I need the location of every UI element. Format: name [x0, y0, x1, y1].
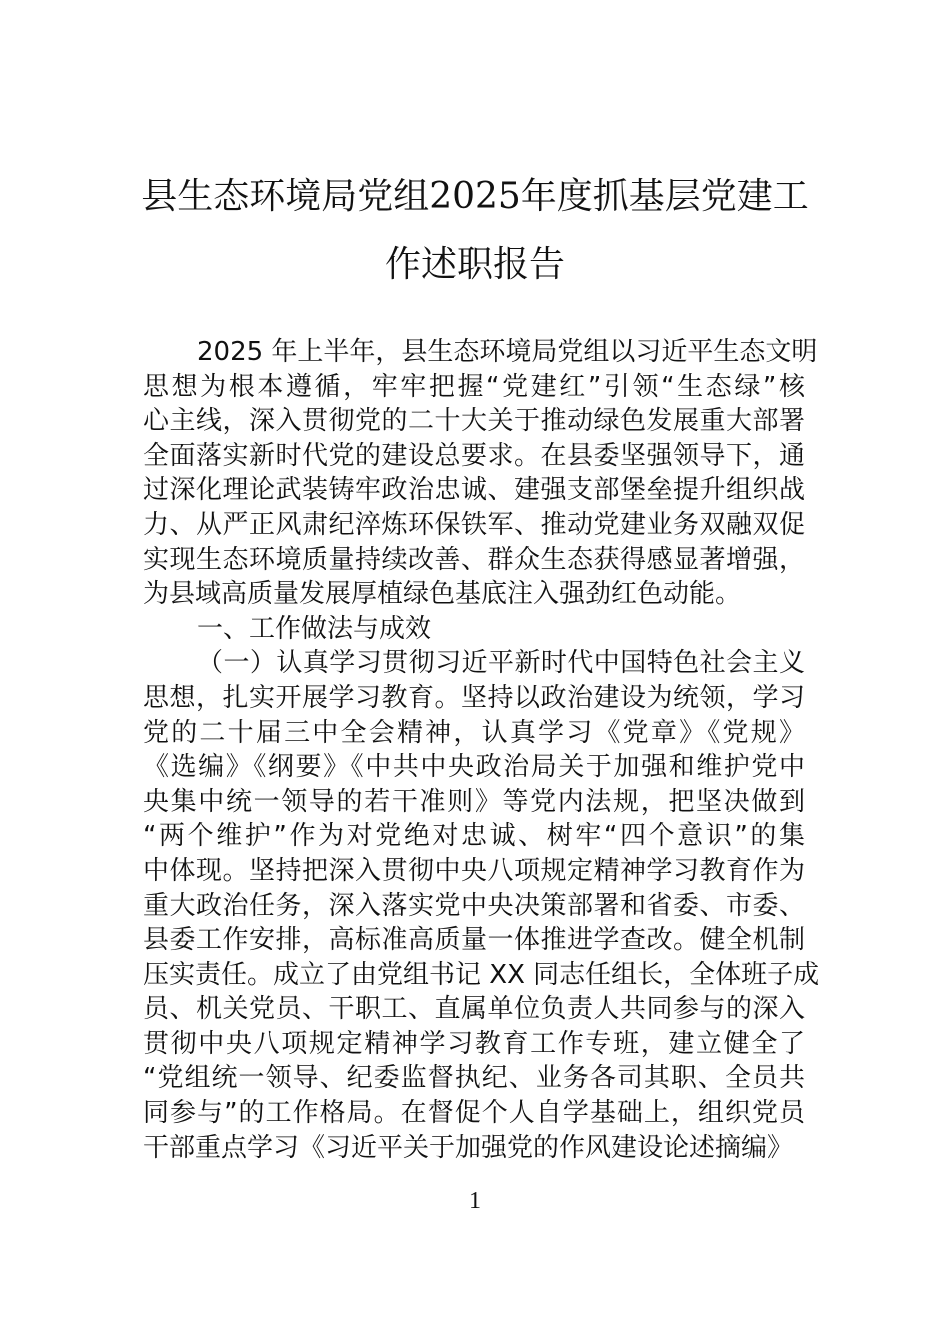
paragraph-line: 中体现。坚持把深入贯彻中央八项规定精神学习教育作为 — [143, 855, 805, 886]
paragraph-line: 《选编》《纲要》《中共中央政治局关于加强和维护党中 — [143, 752, 805, 783]
paragraph-line: （一）认真学习贯彻习近平新时代中国特色社会主义 — [197, 648, 805, 679]
section-heading: 一、工作做法与成效 — [197, 613, 432, 644]
paragraph-line: 为县域高质量发展厚植绿色基底注入强劲红色动能。 — [143, 579, 742, 610]
paragraph-line: 县委工作安排，高标准高质量一体推进学查改。健全机制 — [143, 925, 805, 956]
document-title-line-2: 作述职报告 — [384, 244, 565, 285]
paragraph-line: 思想为根本遵循，牢牢把握“党建红”引领“生态绿”核 — [143, 371, 805, 402]
paragraph-line: 力、从严正风肃纪淬炼环保铁军、推动党建业务双融双促 — [143, 509, 805, 540]
paragraph-line: “党组统一领导、纪委监督执纪、业务各司其职、全员共 — [143, 1063, 805, 1094]
paragraph-line: 思想，扎实开展学习教育。坚持以政治建设为统领，学习 — [143, 682, 805, 713]
paragraph-line: 过深化理论武装铸牢政治忠诚、建强支部堡垒提升组织战 — [143, 475, 805, 506]
paragraph-line: 心主线，深入贯彻党的二十大关于推动绿色发展重大部署 — [143, 406, 805, 437]
paragraph-line: 全面落实新时代党的建设总要求。在县委坚强领导下，通 — [143, 440, 805, 471]
paragraph-line: 党的二十届三中全会精神，认真学习《党章》《党规》 — [143, 717, 805, 748]
document-body — [143, 335, 820, 1165]
paragraph-line: 压实责任。成立了由党组书记 XX 同志任组长，全体班子成 — [143, 959, 820, 990]
paragraph-line: 贯彻中央八项规定精神学习教育工作专班，建立健全了 — [143, 1028, 805, 1059]
paragraph-line: 2025 年上半年，县生态环境局党组以习近平生态文明 — [197, 337, 818, 367]
paragraph-line: 央集中统一领导的若干准则》等党内法规，把坚决做到 — [143, 786, 805, 817]
paragraph-line: 实现生态环境质量持续改善、群众生态获得感显著增强， — [143, 544, 805, 575]
page-number: 1 — [469, 1188, 481, 1214]
paragraph-line: 重大政治任务，深入落实党中央决策部署和省委、市委、 — [143, 890, 805, 921]
document-title-line-1: 县生态环境局党组2025年度抓基层党建工 — [141, 176, 809, 217]
paragraph-line: “两个维护”作为对党绝对忠诚、树牢“四个意识”的集 — [143, 821, 805, 852]
paragraph-line: 干部重点学习《习近平关于加强党的作风建设论述摘编》 — [143, 1132, 794, 1163]
paragraph-line: 同参与”的工作格局。在督促个人自学基础上，组织党员 — [143, 1098, 805, 1129]
paragraph-line: 员、机关党员、干职工、直属单位负责人共同参与的深入 — [143, 994, 805, 1025]
